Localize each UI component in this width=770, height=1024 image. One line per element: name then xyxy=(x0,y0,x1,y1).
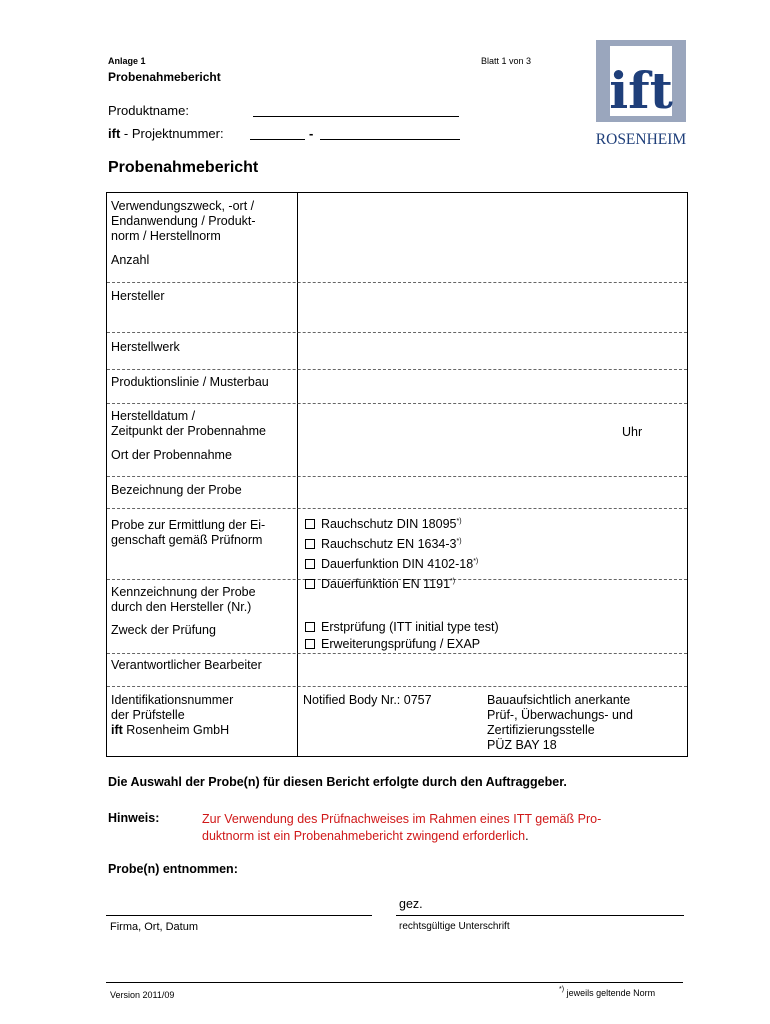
logo-city: ROSENHEIM xyxy=(595,131,687,148)
checkbox[interactable] xyxy=(305,519,315,529)
firma-field[interactable] xyxy=(106,915,372,916)
zweck-checkboxes xyxy=(305,619,499,653)
herstelldatum-label: Herstelldatum / Zeitpunkt der Probennahme xyxy=(111,409,266,438)
probe-label: Probe zur Ermittlung der Ei- genschaft gemäß Prüfnorm xyxy=(111,518,266,547)
bezeichnung-label: Bezeichnung der Probe xyxy=(111,483,242,497)
checkbox[interactable] xyxy=(305,559,315,569)
projekt-separator: - xyxy=(309,126,314,141)
kennzeichnung-label: Kennzeichnung der Probe durch den Hersteller (Nr.) xyxy=(111,585,256,614)
entnommen-label: Probe(n) entnommen: xyxy=(108,862,238,876)
check-rauchschutz-din[interactable]: Rauchschutz DIN 18095*) xyxy=(305,513,478,533)
norm-checkboxes xyxy=(305,513,478,593)
page-title: Probenahmebericht xyxy=(108,159,259,176)
footer-rule xyxy=(106,982,683,983)
ort-label: Ort der Probennahme xyxy=(111,448,232,462)
check-dauerfunktion-en[interactable]: Dauerfunktion EN 1191*) xyxy=(305,573,478,593)
uhr-label: Uhr xyxy=(622,425,643,439)
ift-logo xyxy=(592,40,690,150)
hinweis-label: Hinweis: xyxy=(108,811,160,825)
produktname-field[interactable] xyxy=(253,116,459,117)
checkbox[interactable] xyxy=(305,539,315,549)
produktname-label: Produktname: xyxy=(108,103,189,118)
herstellwerk-label: Herstellwerk xyxy=(111,340,180,354)
verwendung-label: Verwendungszweck, -ort / Endanwendung / Produkt- norm / Herstellnorm xyxy=(111,199,256,243)
check-erstpruefung[interactable]: Erstprüfung (ITT initial type test) xyxy=(305,619,499,636)
bauaufsicht-text: Bauaufsichtlich anerkante Prüf-, Überwachungs- und Zertifizierungsstelle PÜZ BAY 18 xyxy=(487,693,633,752)
auswahl-statement: Die Auswahl der Probe(n) für diesen Bericht erfolgte durch den Auftraggeber. xyxy=(108,775,567,789)
unterschrift-field[interactable] xyxy=(396,915,684,916)
zweck-label: Zweck der Prüfung xyxy=(111,623,216,637)
check-dauerfunktion-din[interactable]: Dauerfunktion DIN 4102-18*) xyxy=(305,553,478,573)
checkbox[interactable] xyxy=(305,639,315,649)
column-divider xyxy=(297,193,298,756)
sheet-counter: Blatt 1 von 3 xyxy=(481,56,532,66)
hinweis-text: Zur Verwendung des Prüfnachweises im Rahmen eines ITT gemäß Pro- duktnorm ist ein Probenahmebericht zwingend erforderlich. xyxy=(202,812,602,843)
sampling-form xyxy=(106,192,688,757)
checkbox[interactable] xyxy=(305,622,315,632)
checkbox[interactable] xyxy=(305,579,315,589)
anzahl-label: Anzahl xyxy=(111,253,150,267)
norm-note: *) jeweils geltende Norm xyxy=(559,986,656,998)
verantwortlich-label: Verantwortlicher Bearbeiter xyxy=(111,658,262,672)
check-rauchschutz-en[interactable]: Rauchschutz EN 1634-3*) xyxy=(305,533,478,553)
identifikation-label: Identifikationsnummer der Prüfstelle ift Rosenheim GmbH xyxy=(111,693,234,737)
anlage-label: Anlage 1 xyxy=(108,56,146,66)
projekt-label: ift - Projektnummer: xyxy=(108,126,224,141)
hersteller-label: Hersteller xyxy=(111,289,165,303)
produktionslinie-label: Produktionslinie / Musterbau xyxy=(111,375,269,389)
gez-text: gez. xyxy=(399,897,423,911)
version-label: Version 2011/09 xyxy=(110,990,175,1000)
unterschrift-label: rechtsgültige Unterschrift xyxy=(399,921,510,932)
notified-body: Notified Body Nr.: 0757 xyxy=(303,693,432,707)
logo-wordmark: ift xyxy=(609,61,673,120)
projekt-field-2[interactable] xyxy=(320,139,460,140)
header-subtitle: Probenahmebericht xyxy=(108,70,221,84)
projekt-field-1[interactable] xyxy=(250,139,305,140)
check-erweiterungspruefung[interactable]: Erweiterungsprüfung / EXAP xyxy=(305,636,499,653)
firma-label: Firma, Ort, Datum xyxy=(110,921,199,933)
